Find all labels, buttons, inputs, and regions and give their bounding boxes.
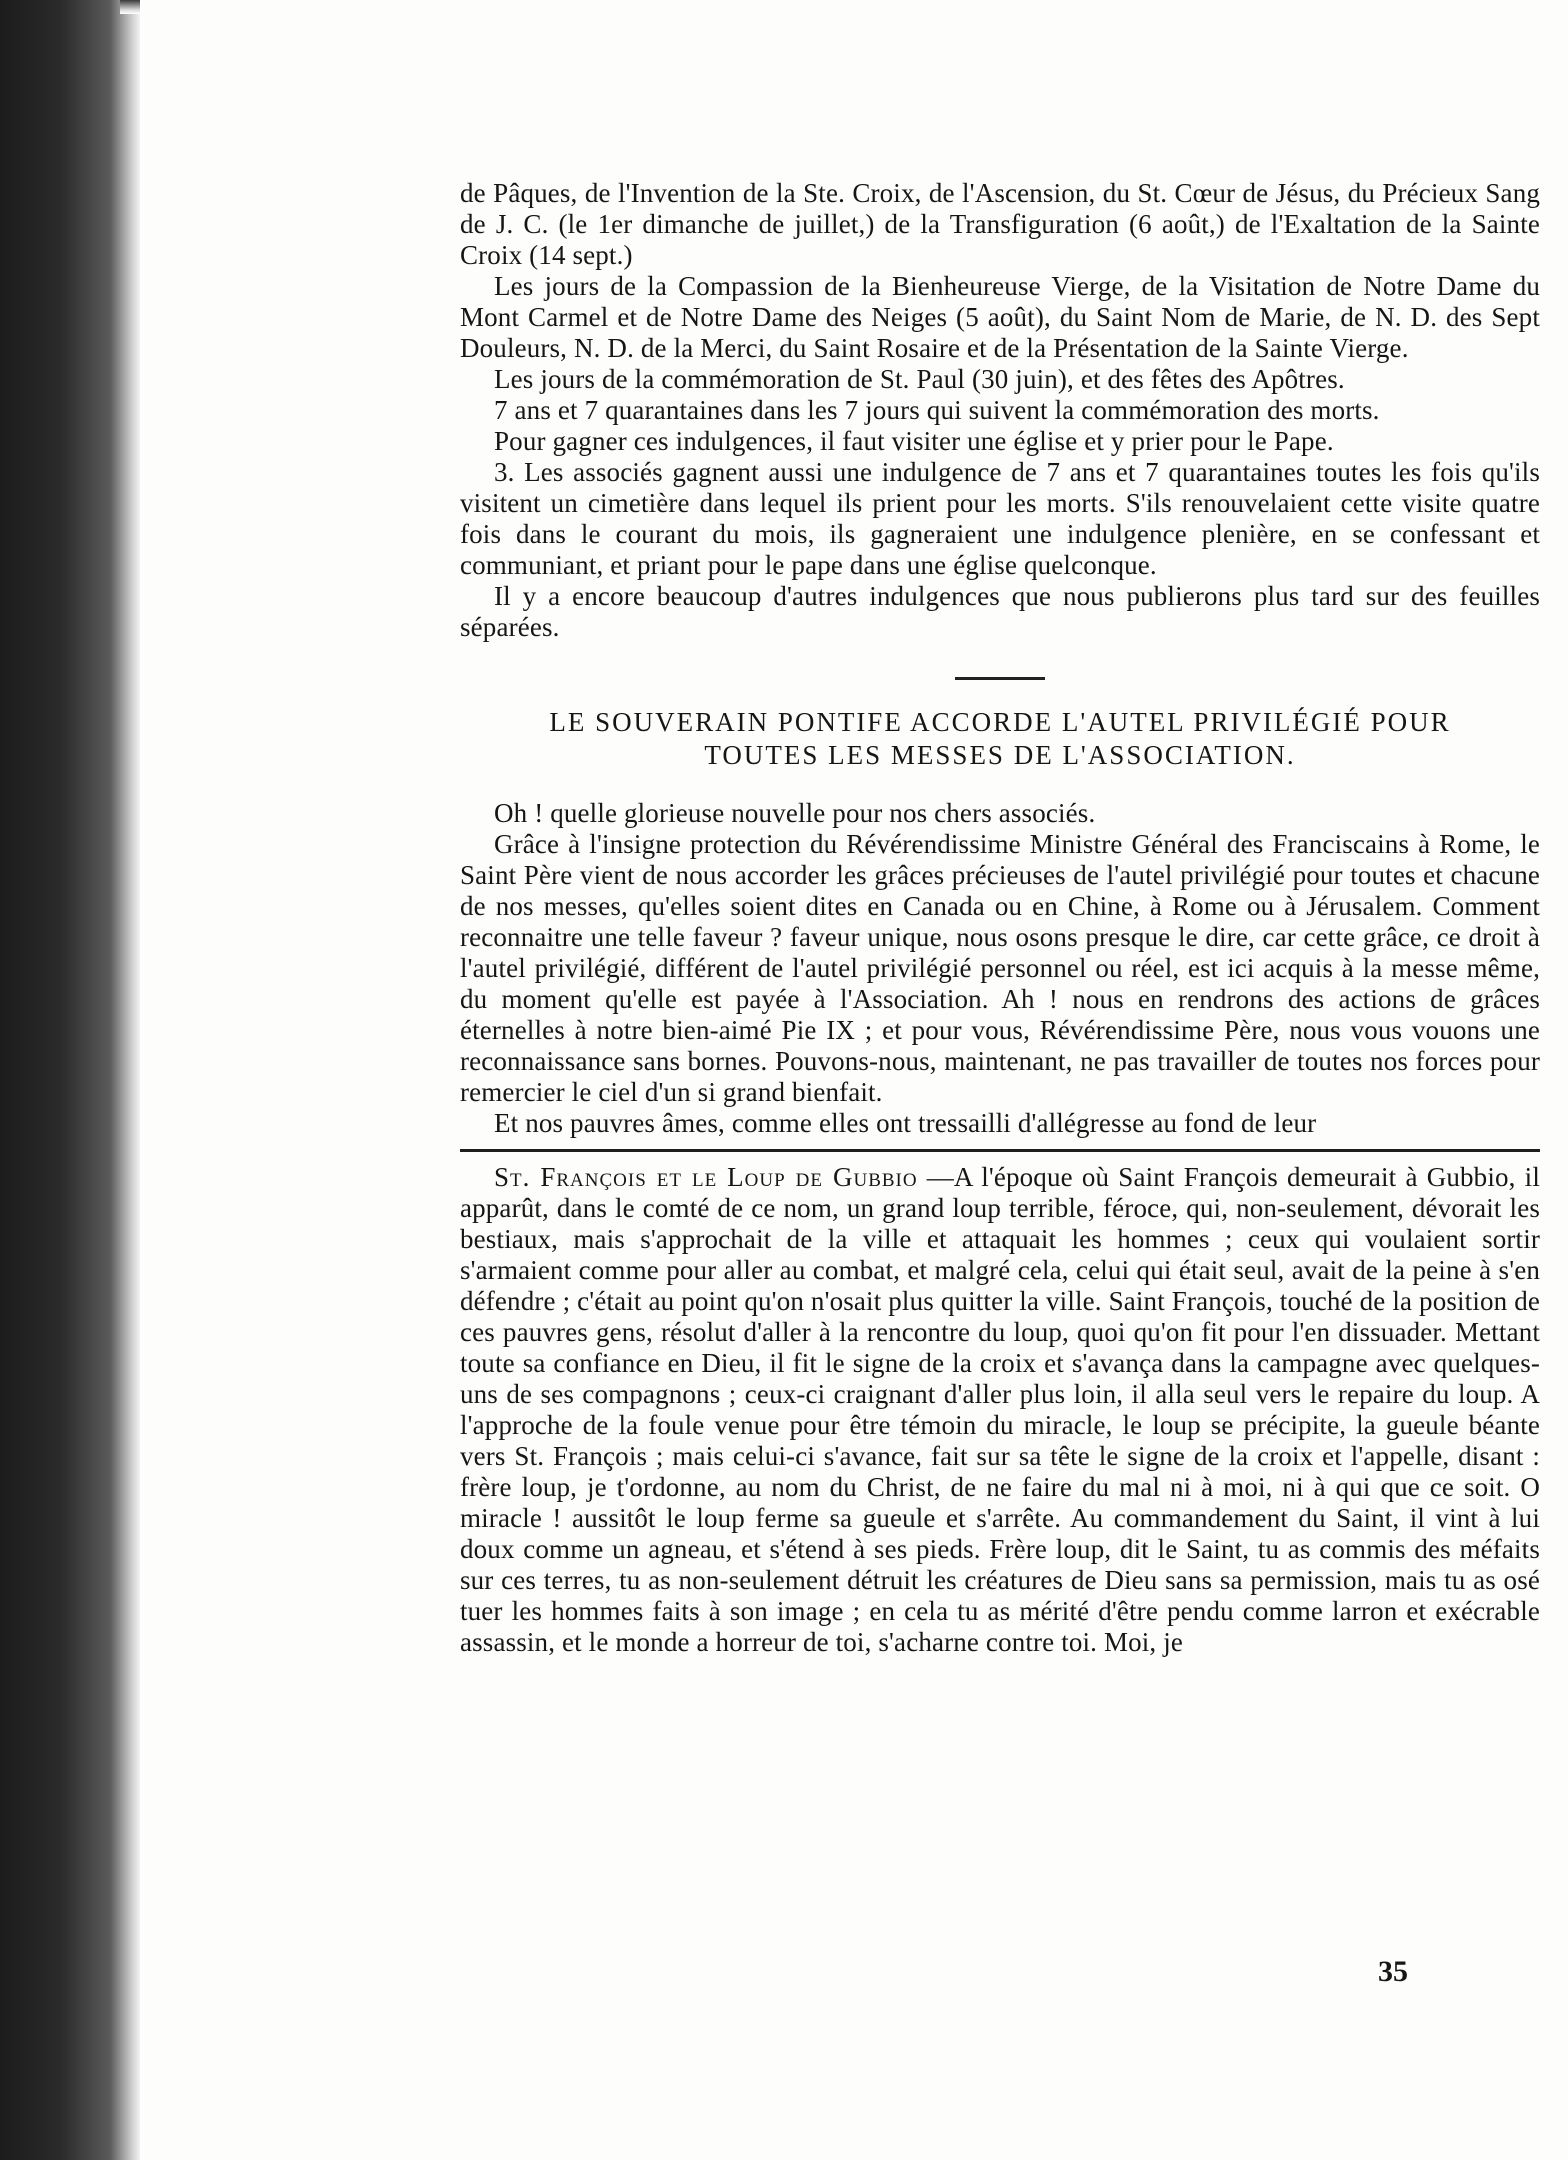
footnote-body: —A l'époque où Saint François demeurait à Gubbio, il apparût, dans le comté de ce nom, un grand loup terrible, féroce, qui, non-seulement, dévorait les bestiaux, mais s'approchait de la ville et attaquait les hommes ; ceux qui voulaient sortir s'armaient comme pour aller au combat, et malgré cela, celui qui était seul, avait de la peine à s'en défendre ; c'était au point qu'on n'osait plus quitter la ville. Saint François, touché de la position de ces pauvres gens, résolut d'aller à la rencontre du loup, quoi qu'on fit pour l'en dissuader. Mettant toute sa confiance en Dieu, il fit le signe de la croix et s'avança dans la campagne avec quelques-uns de ses compagnons ; ceux-ci craignant d'aller plus loin, il alla seul vers le repaire du loup. A l'approche de la foule venue pour être témoin du miracle, le loup se précipite, la gueule béante vers St. François ; mais celui-ci s'avance, fait sur sa tête le signe de la croix et l'appelle, disant : frère loup, je t'ordonne, au nom du Christ, de ne faire du mal ni à moi, ni à qui que ce soit. O miracle ! aussitôt le loup ferme sa gueule et s'arrête. Au commandement du Saint, il vint à lui doux comme un agneau, et s'étend à ses pieds. Frère loup, dit le Saint, tu as commis des méfaits sur ces terres, tu as non-seulement détruit les créatures de Dieu sans sa permission, mais tu as osé tuer les hommes faits à son image ; en cela tu as mérité d'être pendu comme larron et exécrable assassin, et le monde a horreur de toi, s'acharne contre toi. Moi, je (460, 1162, 1540, 1657)
paragraph: Il y a encore beaucoup d'autres indulgences que nous publierons plus tard sur des feuilles séparées. (460, 581, 1540, 642)
section-indulgences (460, 178, 1540, 643)
paragraph: Les jours de la Compassion de la Bienheureuse Vierge, de la Visitation de Notre Dame du Mont Carmel et de Notre Dame des Neiges (5 août), du Saint Nom de Marie, de N. D. des Sept Douleurs, N. D. de la Merci, du Saint Rosaire et de la Présentation de la Sainte Vierge. (460, 271, 1540, 363)
section-separator (955, 677, 1045, 680)
paragraph: de Pâques, de l'Invention de la Ste. Croix, de l'Ascension, du St. Cœur de Jésus, du Précieux Sang de J. C. (le 1er dimanche de juillet,) de la Transfiguration (6 août,) de l'Exaltation de la Sainte Croix (14 sept.) (460, 178, 1540, 270)
paragraph: Les jours de la commémoration de St. Paul (30 juin), et des fêtes des Apôtres. (494, 364, 1345, 394)
heading-line-1: LE SOUVERAIN PONTIFE ACCORDE L'AUTEL PRIVILÉGIÉ POUR (549, 707, 1451, 737)
footnote-rule (460, 1149, 1540, 1152)
footnote (460, 1162, 1540, 1658)
paragraph: Oh ! quelle glorieuse nouvelle pour nos chers associés. (494, 798, 1096, 828)
book-gutter-shadow (0, 0, 140, 2160)
section-heading (460, 706, 1540, 772)
paragraph: Et nos pauvres âmes, comme elles ont tressailli d'allégresse au fond de leur (494, 1108, 1317, 1138)
paragraph: 7 ans et 7 quarantaines dans les 7 jours qui suivent la commémoration des morts. (494, 395, 1380, 425)
paragraph: Pour gagner ces indulgences, il faut visiter une église et y prier pour le Pape. (494, 426, 1334, 456)
page-number: 35 (1378, 1955, 1408, 1988)
paragraph: Grâce à l'insigne protection du Révérendissime Ministre Général des Franciscains à Rome, le Saint Père vient de nous accorder les grâces précieuses de l'autel privilégié pour toutes et chacune de nos messes, qu'elles soient dites en Canada ou en Chine, à Rome ou à Jérusalem. Comment reconnaitre une telle faveur ? faveur unique, nous osons presque le dire, car cette grâce, ce droit à l'autel privilégié, différent de l'autel privilégié personnel ou réel, est ici acquis à la messe même, du moment qu'elle est payée à l'Association. Ah ! nous en rendrons des actions de grâces éternelles à notre bien-aimé Pie IX ; et pour vous, Révérendissime Père, nous vous vouons une reconnaissance sans bornes. Pouvons-nous, maintenant, ne pas travailler de toutes nos forces pour remercier le ciel d'un si grand bienfait. (460, 829, 1540, 1107)
document-page (140, 0, 1568, 2160)
footnote-title: St. François et le Loup de Gubbio (494, 1162, 918, 1192)
heading-line-2: TOUTES LES MESSES DE L'ASSOCIATION. (704, 740, 1296, 770)
section-autel-privilegie (460, 798, 1540, 1139)
page-content (460, 178, 1540, 1658)
paragraph: 3. Les associés gagnent aussi une indulgence de 7 ans et 7 quarantaines toutes les fois qu'ils visitent un cimetière dans lequel ils prient pour les morts. S'ils renouvelaient cette visite quatre fois dans le courant du mois, ils gagneraient une indulgence plenière, en se confessant et communiant, et priant pour le pape dans une église quelconque. (460, 457, 1540, 580)
